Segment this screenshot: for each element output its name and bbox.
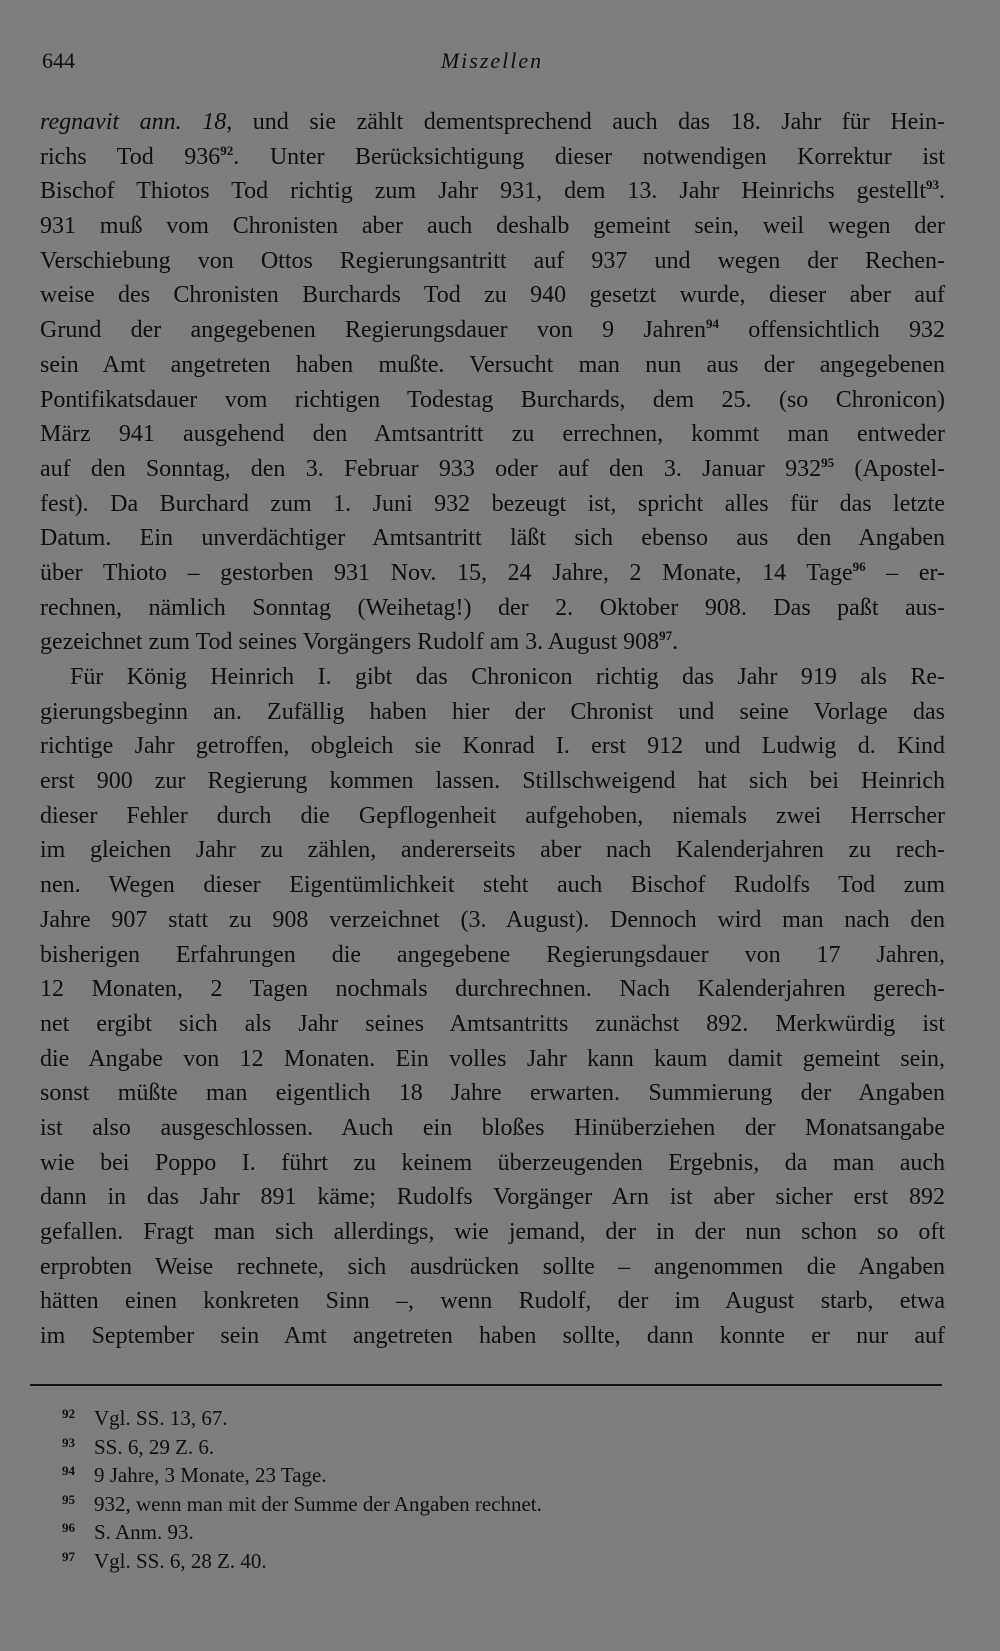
text-line	[40, 174, 945, 209]
text-span: .	[939, 178, 945, 205]
text-line: gierungsbeginn an. Zufällig haben hier der Chronist und seine Vorlage das	[40, 698, 945, 725]
footnote-ref[interactable]: 92	[220, 142, 234, 158]
footnote-mark: 95	[62, 1491, 75, 1507]
text-line: erprobten Weise rechnete, sich ausdrücken sollte – angenommen die Angaben	[40, 1253, 945, 1280]
text-span: Grund der angegebenen Regierungsdauer von 9 Jahren	[40, 317, 706, 344]
footnote-text: Vgl. SS. 6, 28 Z. 40.	[94, 1548, 267, 1573]
text-span: . Unter Berücksichtigung dieser notwendigen Korrektur ist	[233, 143, 946, 170]
footnote-97	[62, 1543, 762, 1572]
footnote-92	[62, 1400, 762, 1429]
footnote-mark: 93	[62, 1434, 75, 1450]
text-span: gezeichnet zum Tod seines Vorgängers Rudolf am 3. August 908	[40, 629, 660, 656]
text-span: und sie zählt dementsprechend auch das 18. Jahr für Hein-	[232, 109, 945, 135]
footnote-94	[62, 1457, 762, 1486]
text-line: wie bei Poppo I. führt zu keinem überzeugenden Ergebnis, da man auch	[40, 1149, 945, 1176]
page-number: 644	[42, 48, 75, 73]
footnote-divider	[30, 1384, 942, 1386]
footnote-93	[62, 1429, 762, 1458]
text-line: im gleichen Jahr zu zählen, andererseits aber nach Kalenderjahren zu rech-	[40, 837, 945, 864]
footnote-mark: 97	[62, 1548, 75, 1564]
text-line	[40, 105, 945, 140]
text-line: März 941 ausgehend den Amtsantritt zu errechnen, kommt man entweder	[40, 421, 945, 448]
text-line: hätten einen konkreten Sinn –, wenn Rudolf, der im August starb, etwa	[40, 1288, 945, 1315]
text-line: Pontifikatsdauer vom richtigen Todestag Burchards, dem 25. (so Chronicon)	[40, 386, 945, 413]
text-line: net ergibt sich als Jahr seines Amtsantritts zunächst 892. Merkwürdig ist	[40, 1010, 945, 1037]
running-title: Miszellen	[440, 48, 544, 73]
text-span: über Thioto – gestorben 931 Nov. 15, 24 Jahre, 2 Monate, 14 Tage	[40, 559, 853, 586]
text-span: offensichtlich 932	[718, 317, 945, 344]
text-span: richs Tod 936	[40, 143, 221, 170]
text-line	[40, 625, 945, 660]
text-span: Bischof Thiotos Tod richtig zum Jahr 931, dem 13. Jahr Heinrichs gestellt	[40, 178, 926, 205]
text-line: fest). Da Burchard zum 1. Juni 932 bezeugt ist, spricht alles für das letzte	[40, 490, 945, 517]
footnote-ref[interactable]: 96	[852, 558, 866, 574]
footnote-mark: 96	[62, 1520, 75, 1535]
latin-quote: regnavit ann. 18,	[40, 109, 233, 135]
footnote-mark: 92	[62, 1406, 75, 1421]
footnote-96	[62, 1514, 762, 1543]
text-line: gefallen. Fragt man sich allerdings, wie jemand, der in der nun schon so oft	[40, 1219, 945, 1245]
text-line: ist also ausgeschlossen. Auch ein bloßes Hinüberziehen der Monatsangabe	[40, 1114, 945, 1141]
running-header	[42, 48, 942, 78]
footnote-mark: 94	[62, 1463, 75, 1478]
text-line: 12 Monaten, 2 Tagen nochmals durchrechnen. Nach Kalenderjahren gerech-	[40, 976, 945, 1003]
text-line	[40, 452, 945, 487]
text-line: Verschiebung von Ottos Regierungsantritt auf 937 und wegen der Rechen-	[40, 247, 945, 274]
footnote-ref[interactable]: 97	[659, 628, 673, 644]
text-span: – er-	[865, 559, 945, 586]
text-line	[40, 556, 945, 591]
text-line: rechnen, nämlich Sonntag (Weihetag!) der 2. Oktober 908. Das paßt aus-	[40, 594, 945, 621]
text-span: (Apostel-	[834, 455, 945, 482]
text-line	[40, 140, 945, 175]
text-span: auf den Sonntag, den 3. Februar 933 oder auf den 3. Januar 932	[40, 455, 822, 482]
footnote-95	[62, 1486, 762, 1515]
text-line	[40, 313, 945, 348]
text-line: Jahre 907 statt zu 908 verzeichnet (3. August). Dennoch wird man nach den	[40, 906, 945, 933]
text-span: .	[672, 629, 679, 656]
text-line: 931 muß vom Chronisten aber auch deshalb gemeint sein, weil wegen der	[40, 213, 945, 240]
footnote-ref[interactable]: 94	[705, 316, 719, 332]
text-line: weise des Chronisten Burchards Tod zu 940 gesetzt wurde, dieser aber auf	[40, 282, 945, 309]
text-line: Für König Heinrich I. gibt das Chronicon richtig das Jahr 919 als Re-	[70, 664, 945, 690]
text-line: bisherigen Erfahrungen die angegebene Regierungsdauer von 17 Jahren,	[40, 941, 945, 968]
footnote-ref[interactable]: 95	[821, 454, 835, 470]
text-line: sein Amt angetreten haben mußte. Versucht man nun aus der angegebenen	[40, 351, 945, 378]
text-line: erst 900 zur Regierung kommen lassen. Stillschweigend hat sich bei Heinrich	[40, 768, 945, 795]
footnote-text: 9 Jahre, 3 Monate, 23 Tage.	[94, 1463, 327, 1487]
text-line: dieser Fehler durch die Gepflogenheit aufgehoben, niemals zwei Herrscher	[40, 802, 945, 829]
text-line: richtige Jahr getroffen, obgleich sie Konrad I. erst 912 und Ludwig d. Kind	[40, 733, 945, 760]
text-line: Datum. Ein unverdächtiger Amtsantritt läßt sich ebenso aus den Angaben	[40, 525, 945, 552]
footnote-text: S. Anm. 93.	[94, 1520, 194, 1544]
footnotes	[62, 1400, 762, 1571]
text-line: die Angabe von 12 Monaten. Ein volles Jahr kann kaum damit gemeint sein,	[40, 1045, 945, 1072]
footnote-ref[interactable]: 93	[926, 177, 939, 193]
footnote-text: SS. 6, 29 Z. 6.	[94, 1434, 215, 1459]
text-line: im September sein Amt angetreten haben sollte, dann konnte er nur auf	[40, 1323, 945, 1350]
text-line: nen. Wegen dieser Eigentümlichkeit steht auch Bischof Rudolfs Tod zum	[40, 872, 945, 899]
text-line: dann in das Jahr 891 käme; Rudolfs Vorgänger Arn ist aber sicher erst 892	[40, 1184, 945, 1211]
text-line: sonst müßte man eigentlich 18 Jahre erwarten. Summierung der Angaben	[40, 1080, 945, 1107]
footnote-text: 932, wenn man mit der Summe der Angaben rechnet.	[94, 1491, 542, 1516]
body-text	[40, 105, 945, 1354]
footnote-text: Vgl. SS. 13, 67.	[94, 1406, 228, 1430]
